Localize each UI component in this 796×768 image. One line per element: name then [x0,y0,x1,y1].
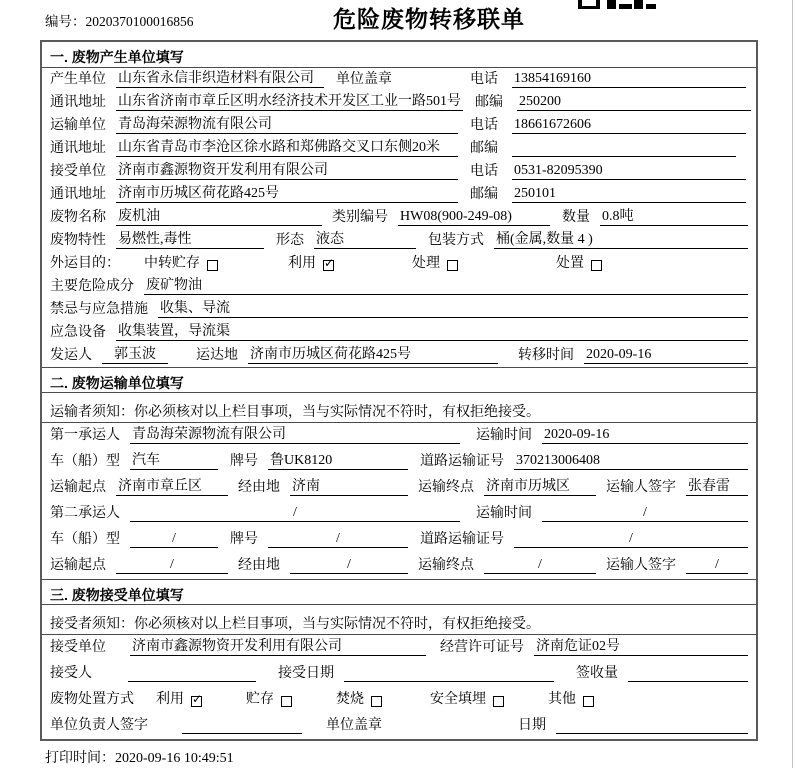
phone-label: 电话 [470,164,498,179]
transporter-label: 运输单位 [50,118,106,133]
row-producer [42,68,756,91]
character-label: 废物特性 [50,233,106,248]
transfer-time-label: 转移时间 [518,348,574,363]
via-value: 济南 [290,475,408,496]
row-emergency-equipment [42,321,756,344]
checkbox-utilize-icon: ✓ [324,256,335,270]
quantity-label: 数量 [562,210,590,225]
qr-code-remnant [578,0,656,9]
checkbox-other-icon [583,696,594,707]
disposal-option-label: 利用 [156,692,184,707]
date-label: 日期 [518,718,546,733]
disposal-option-label: 安全填埋 [430,692,486,707]
shipper-label: 发运人 [50,348,92,363]
zip-label: 邮编 [475,95,503,110]
qr-block [578,0,600,9]
transport-time-label: 运输时间 [476,506,532,521]
road-permit-label: 道路运输证号 [420,532,504,547]
zip-group [475,91,753,111]
vehicle-value: 汽车 [130,449,218,470]
transporter-notice: 运输者须知：你必须核对以上栏目事项，当与实际情况不符时，有权拒绝接受。 [42,393,756,423]
receiver-notice: 接受者须知：你必须核对以上栏目事项，当与实际情况不符时，有权拒绝接受。 [42,605,756,635]
purpose-option-treat [412,252,458,272]
row-receiver [42,160,756,183]
address-label: 通讯地址 [50,95,106,110]
second-carrier-label: 第二承运人 [50,506,120,521]
checkbox-landfill-icon [493,696,504,707]
section2 [42,367,756,579]
disposal-option-label: 贮存 [246,692,274,707]
disposal-option-incinerate [336,688,382,708]
hazard-value: 废矿物油 [144,274,748,295]
section2-header: 二. 废物运输单位填写 [42,367,756,393]
row-shipper [42,344,756,367]
disposal-option-store [246,688,292,708]
origin-value: 济南市章丘区 [116,475,228,496]
checkbox-storage-icon [207,260,218,271]
zip-group [470,137,748,157]
row-emergency-measures [42,298,756,321]
row-vehicle-1 [42,449,756,475]
address-value: 山东省济南市章丘区明水经济技术开发区工业一路501号 [116,90,463,111]
accepting-unit-value: 济南市鑫源物资开发利用有限公司 [130,635,426,656]
zip-group [470,183,748,203]
section3 [42,579,756,739]
checkbox-incinerate-icon [371,696,382,707]
phone-value: 0531-82095390 [512,163,746,180]
vehicle-value: / [130,531,218,548]
plate-value: / [268,531,408,548]
row-vehicle-2 [42,527,756,553]
waste-name-value: 废机油 [116,205,322,226]
character-value: 易燃性,毒性 [116,228,264,249]
quantity-value: 0.8吨 [600,205,748,226]
page-title: 危险废物转移联单 [333,6,525,32]
row-transporter [42,114,756,137]
phone-value: 18661672606 [512,117,746,134]
disposal-option-label: 其他 [548,692,576,707]
emergency-label: 禁忌与应急措施 [50,302,148,317]
plate-value: 鲁UK8120 [268,449,408,470]
row-accepting-unit [42,635,756,661]
producer-value: 山东省永信非织造材料有限公司 [116,67,324,88]
category-label: 类别编号 [332,210,388,225]
print-time [45,747,234,767]
row-route-1 [42,475,756,501]
carrier-sign-label: 运输人签字 [606,480,676,495]
accepting-unit-label: 接受单位 [50,640,106,655]
origin-value: / [116,557,228,574]
category-value: HW08(900-249-08) [398,209,550,226]
print-time-value: 2020-09-16 10:49:51 [115,751,234,766]
road-permit-label: 道路运输证号 [420,454,504,469]
phone-group [470,114,748,134]
first-carrier-label: 第一承运人 [50,428,120,443]
row-route-2 [42,553,756,579]
transporter-value: 青岛海荣源物流有限公司 [116,113,458,134]
disposal-option-landfill [430,688,504,708]
recipient-value [128,665,256,682]
row-transporter-address [42,137,756,160]
purpose-label: 外运目的： [50,256,120,271]
emergency-value: 收集、导流 [158,297,748,318]
origin-label: 运输起点 [50,558,106,573]
seal-label: 单位盖章 [336,72,392,87]
transport-time-label: 运输时间 [476,428,532,443]
plate-label: 牌号 [230,532,258,547]
vehicle-label: 车（船）型 [50,532,120,547]
carrier-sign-value: / [686,557,748,574]
purpose-option-label: 中转贮存 [144,256,200,271]
vehicle-label: 车（船）型 [50,454,120,469]
row-disposal-method [42,687,756,713]
qr-block [607,0,616,9]
checkbox-treat-icon [447,260,458,271]
road-permit-value: / [514,531,748,548]
disposal-option-other [548,688,594,708]
document-number-label: 编号： [45,14,86,29]
origin-label: 运输起点 [50,480,106,495]
equipment-value: 收集装置，导流渠 [116,320,748,341]
packing-label: 包装方式 [428,233,484,248]
row-transfer-purpose [42,252,756,275]
purpose-option-dispose [556,252,602,272]
purpose-option-utilize [288,252,334,272]
accept-date-value [344,665,554,682]
address-value: 济南市历城区荷花路425号 [116,182,458,203]
producer-label: 产生单位 [50,72,106,87]
transport-time-value: 2020-09-16 [542,427,748,444]
phone-label: 电话 [470,118,498,133]
via-value: / [290,557,408,574]
purpose-option-label: 利用 [288,256,316,271]
document-number [45,10,194,30]
checkbox-dispose-icon [591,260,602,271]
terminus-value: / [484,557,596,574]
carrier-sign-label: 运输人签字 [606,558,676,573]
terminus-value: 济南市历城区 [484,475,596,496]
address-label: 通讯地址 [50,187,106,202]
license-value: 济南危证02号 [534,635,748,656]
page-edge-divider [792,0,793,768]
transport-time-value: / [542,505,748,522]
section3-header: 三. 废物接受单位填写 [42,579,756,605]
zip-value [512,140,736,157]
row-receiver-address [42,183,756,206]
section1-header: 一. 废物产生单位填写 [42,42,756,68]
row-waste-character [42,229,756,252]
row-first-carrier [42,423,756,449]
destination-label: 运达地 [196,348,238,363]
form-value: 液态 [314,228,416,249]
zip-value: 250101 [512,186,746,203]
date-value [556,717,748,734]
form-label: 形态 [276,233,304,248]
manager-sign-value [182,717,302,734]
terminus-label: 运输终点 [418,480,474,495]
road-permit-value: 370213006408 [514,453,748,470]
purpose-option-storage [144,252,218,272]
document-number-value: 2020370100016856 [85,14,194,29]
row-second-carrier [42,501,756,527]
recipient-label: 接受人 [50,666,92,681]
equipment-label: 应急设备 [50,325,106,340]
license-label: 经营许可证号 [440,640,524,655]
address-label: 通讯地址 [50,141,106,156]
accept-date-label: 接受日期 [278,666,334,681]
qr-block [619,4,632,9]
carrier-sign-value: 张春雷 [686,475,748,496]
row-waste-name [42,206,756,229]
terminus-label: 运输终点 [418,558,474,573]
row-hazard-component [42,275,756,298]
via-label: 经由地 [238,480,280,495]
phone-group [470,68,748,88]
destination-value: 济南市历城区荷花路425号 [248,343,498,364]
purpose-option-label: 处理 [412,256,440,271]
zip-label: 邮编 [470,141,498,156]
hazard-label: 主要危险成分 [50,279,134,294]
qr-block [646,4,656,9]
phone-label: 电话 [470,72,498,87]
qr-block [634,0,643,9]
first-carrier-value: 青岛海荣源物流有限公司 [130,423,460,444]
row-producer-address [42,91,756,114]
disposal-label: 废物处置方式 [50,692,134,707]
row-manager-signature [42,713,756,739]
purpose-option-label: 处置 [556,256,584,271]
receiver-label: 接受单位 [50,164,106,179]
phone-value: 13854169160 [512,71,746,88]
row-recipient [42,661,756,687]
receiver-value: 济南市鑫源物资开发利用有限公司 [116,159,458,180]
transfer-time-value: 2020-09-16 [584,347,748,364]
phone-group [470,160,748,180]
checkbox-store-icon [281,696,292,707]
plate-label: 牌号 [230,454,258,469]
amount-label: 签收量 [576,666,618,681]
second-carrier-value: / [130,505,460,522]
unit-seal-label: 单位盖章 [326,718,382,733]
print-time-label: 打印时间： [45,751,115,766]
zip-label: 邮编 [470,187,498,202]
address-value: 山东省青岛市李沧区徐水路和郑佛路交叉口东侧20米 [116,136,458,157]
waste-name-label: 废物名称 [50,210,106,225]
disposal-option-label: 焚烧 [336,692,364,707]
via-label: 经由地 [238,558,280,573]
amount-value [628,665,748,682]
packing-value: 桶(金属,数量 4 ) [494,228,748,249]
checkbox-utilize-icon: ✓ [192,692,203,706]
shipper-value: 郭玉波 [102,343,168,364]
manager-sign-label: 单位负责人签字 [50,718,148,733]
disposal-option-utilize [156,688,202,708]
zip-value: 250200 [517,94,751,111]
manifest-form [40,40,758,741]
